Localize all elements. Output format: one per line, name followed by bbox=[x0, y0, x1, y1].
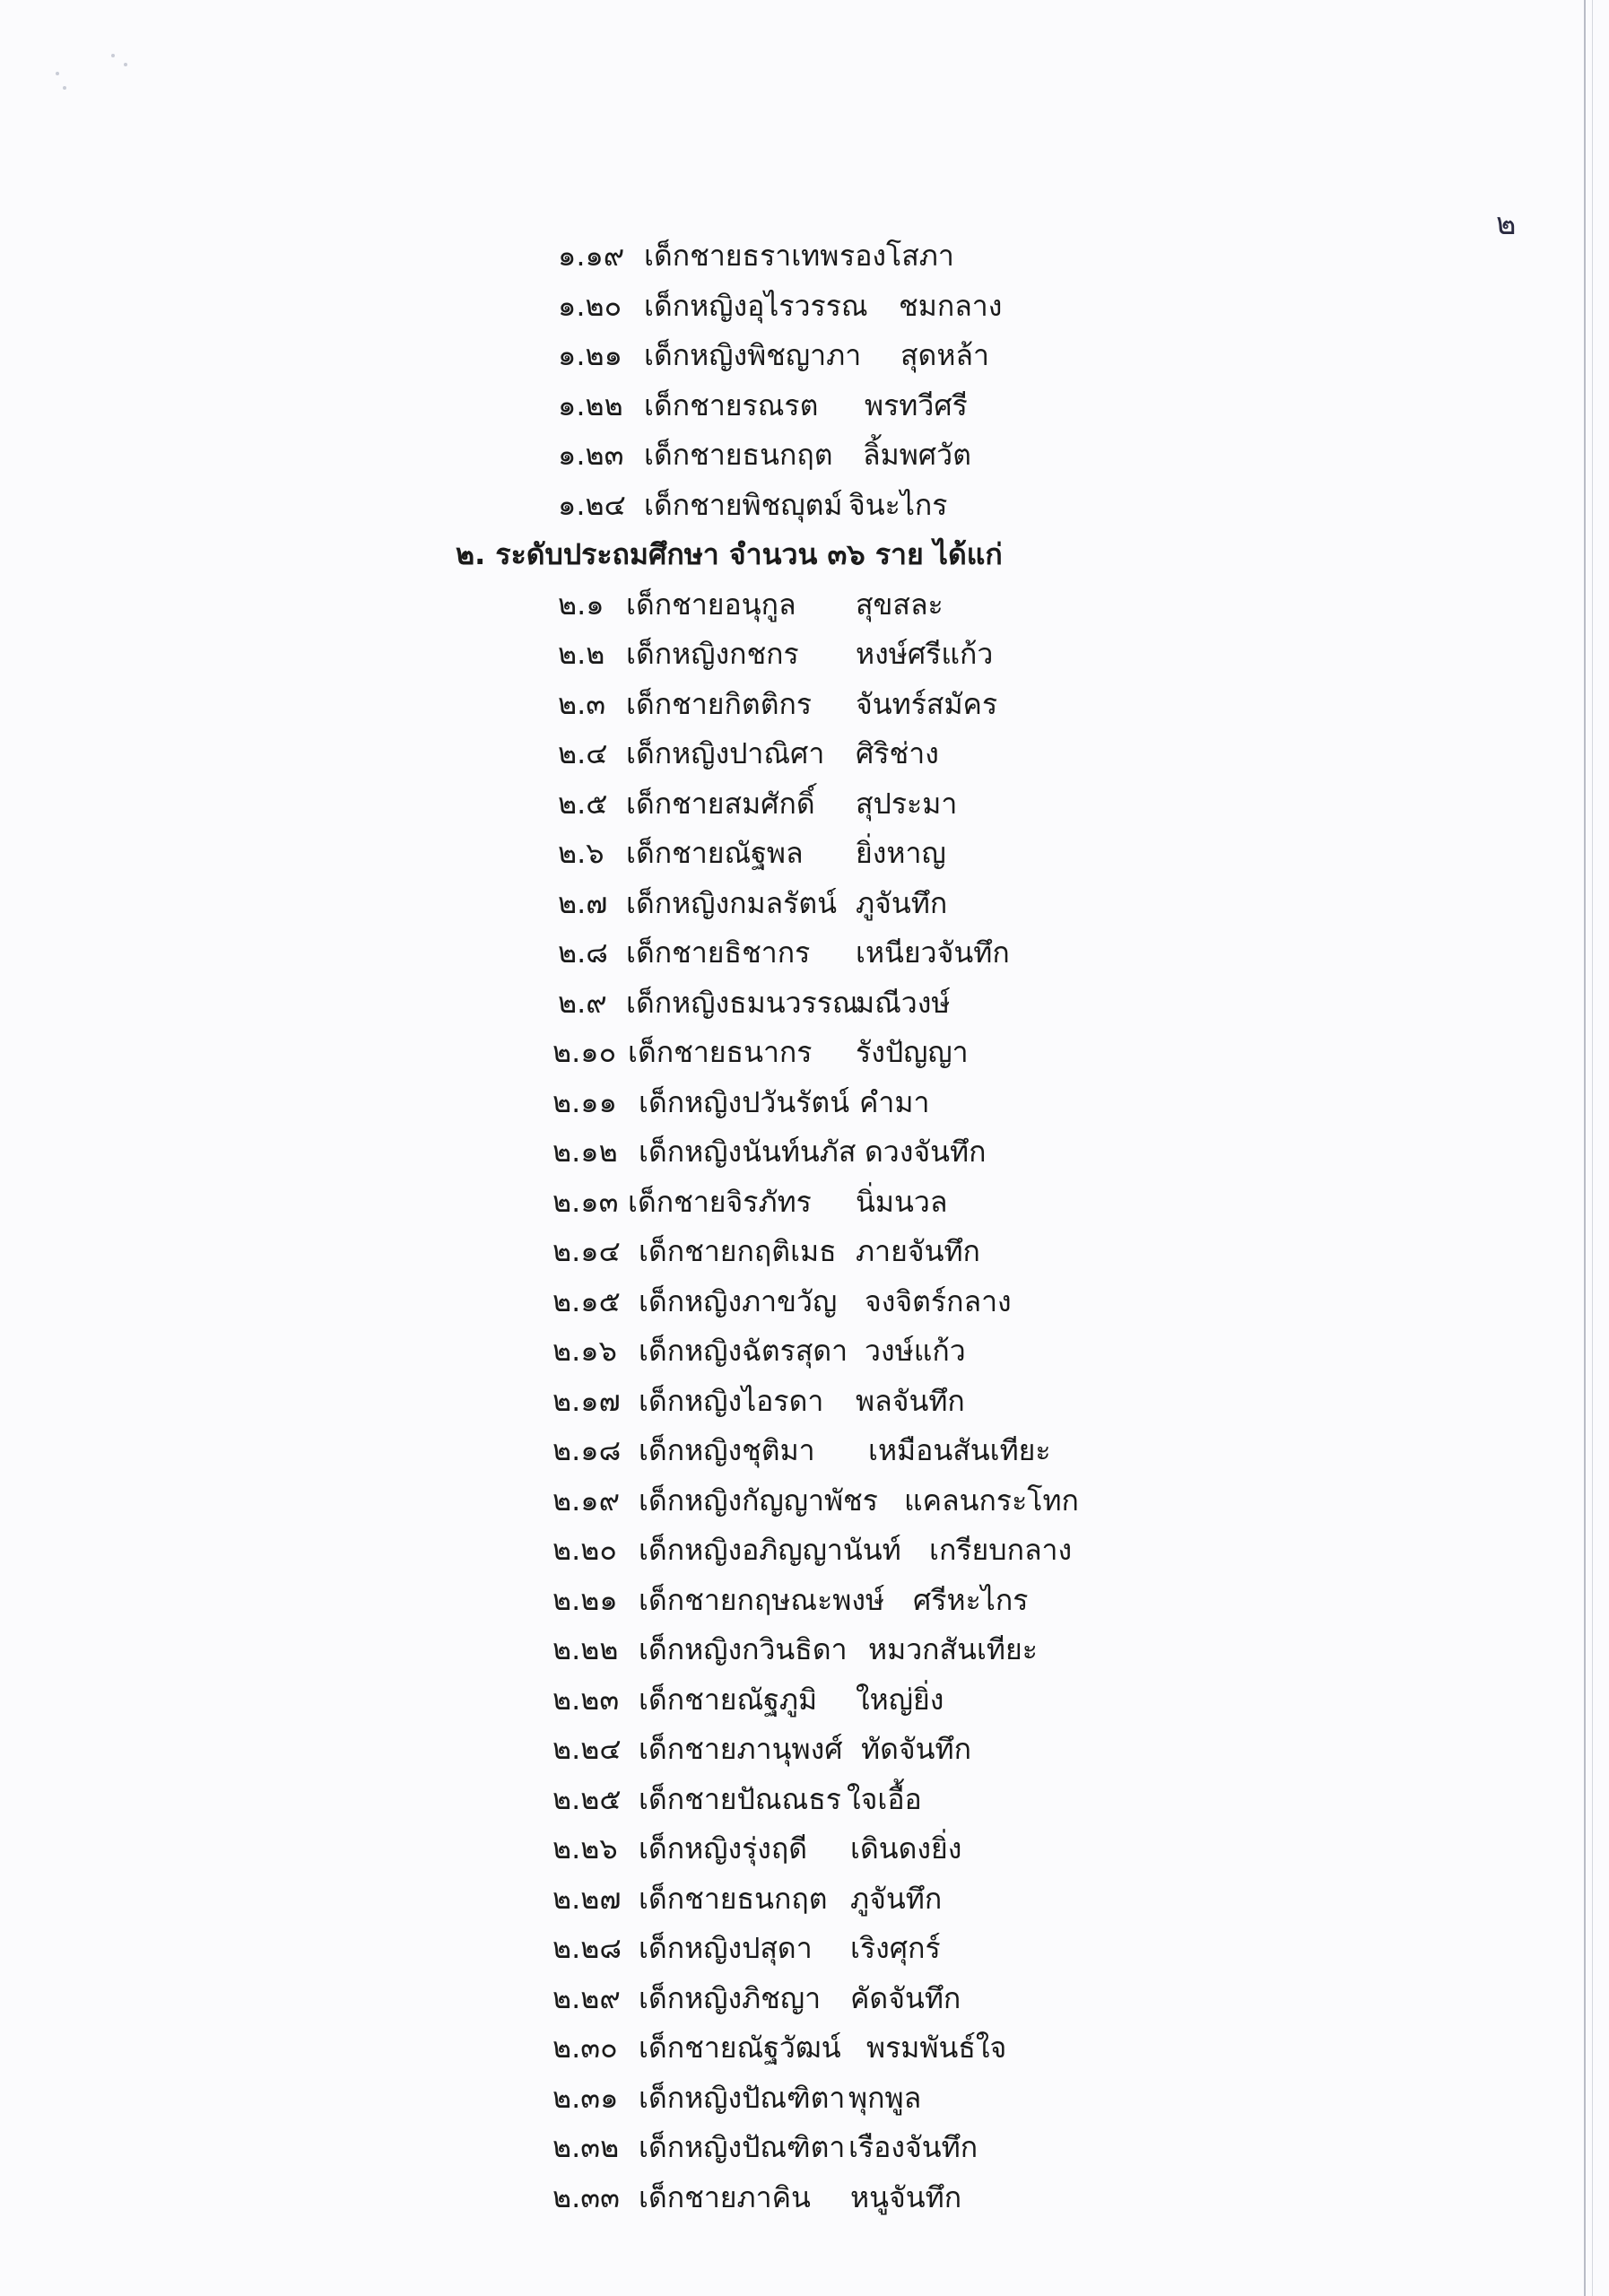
item-last-name: สุประมา bbox=[856, 786, 958, 821]
item-first-name: เด็กหญิงไอรดา bbox=[639, 1383, 824, 1418]
item-last-name: ทัดจันทึก bbox=[861, 1732, 971, 1766]
list-item bbox=[0, 1078, 1609, 1128]
item-last-name: ใจเอื้อ bbox=[847, 1781, 922, 1816]
list-item bbox=[0, 1824, 1609, 1874]
item-first-name: เด็กหญิงกวินธิดา bbox=[639, 1632, 848, 1666]
item-last-name: หนูจันทึก bbox=[850, 2179, 962, 2214]
list-item bbox=[0, 1476, 1609, 1526]
item-first-name: เด็กชายกิตติกร bbox=[626, 686, 813, 721]
item-first-name: เด็กหญิงกัญญาพัชร bbox=[639, 1483, 878, 1518]
item-first-name: เด็กหญิงปสุดา bbox=[639, 1931, 813, 1965]
item-last-name: เริงศุกร์ bbox=[850, 1931, 941, 1965]
item-number: ๒.๑๙ bbox=[552, 1483, 621, 1518]
item-number: ๒.๒๔ bbox=[552, 1732, 622, 1766]
item-first-name: เด็กหญิงธมนวรรณ bbox=[626, 985, 859, 1020]
item-number: ๒.๓๓ bbox=[552, 2179, 621, 2214]
list-item bbox=[0, 1675, 1609, 1726]
scan-speckle bbox=[56, 72, 59, 75]
item-number: ๒.๑๔ bbox=[552, 1234, 621, 1268]
list-item bbox=[0, 779, 1609, 830]
item-last-name: ดวงจันทึก bbox=[865, 1135, 987, 1169]
item-number: ๒.๒๒ bbox=[552, 1632, 619, 1666]
item-last-name: ภูจันทึก bbox=[856, 885, 948, 920]
item-first-name: เด็กชายณัฐวัฒน์ bbox=[639, 2031, 841, 2065]
item-number: ๒.๓๐ bbox=[552, 2031, 618, 2065]
item-first-name: เด็กหญิงภิชญา bbox=[639, 1980, 822, 2015]
item-number: ๒.๑๘ bbox=[552, 1433, 622, 1467]
item-number: ๒.๙ bbox=[558, 985, 607, 1020]
section-heading-text: ๒. ระดับประถมศึกษา จำนวน ๓๖ ราย ได้แก่ bbox=[456, 537, 1003, 571]
section-heading bbox=[0, 530, 1609, 580]
list-item bbox=[0, 928, 1609, 978]
list-item bbox=[0, 331, 1609, 381]
item-last-name: วงษ์แก้ว bbox=[865, 1334, 966, 1368]
item-last-name: ใหญ่ยิ่ง bbox=[856, 1682, 944, 1717]
list-item bbox=[0, 630, 1609, 680]
item-number: ๒.๑๕ bbox=[552, 1283, 621, 1318]
list-item bbox=[0, 1775, 1609, 1825]
item-number: ๒.๑๐ bbox=[552, 1035, 617, 1069]
item-last-name: ศิริช่าง bbox=[856, 736, 939, 770]
item-number: ๒.๒๕ bbox=[552, 1781, 622, 1816]
item-first-name: เด็กชายอนุกูล bbox=[626, 587, 796, 622]
list-item bbox=[0, 1227, 1609, 1277]
item-last-name: รังปัญญา bbox=[856, 1035, 969, 1069]
item-last-name: พรมพันธ์ใจ bbox=[866, 2031, 1007, 2065]
item-first-name: เด็กหญิงกมลรัตน์ bbox=[626, 885, 837, 920]
item-first-name: เด็กชายธิชากร bbox=[626, 935, 811, 970]
list-item bbox=[0, 2173, 1609, 2223]
item-first-name: เด็กชายภานุพงศ์ bbox=[639, 1732, 843, 1766]
item-first-name: เด็กชายพิชญุตม์ bbox=[644, 487, 843, 522]
item-last-name: ยิ่งหาญ bbox=[856, 836, 946, 870]
item-number: ๒.๘ bbox=[558, 935, 608, 970]
name-list bbox=[0, 231, 1609, 2222]
item-number: ๒.๔ bbox=[558, 736, 608, 770]
list-item bbox=[0, 680, 1609, 730]
item-last-name: หงษ์ศรีแก้ว bbox=[856, 637, 994, 671]
item-first-name: เด็กหญิงพิชญาภา bbox=[644, 338, 862, 372]
page-number: ๒ bbox=[1496, 206, 1517, 242]
item-number: ๒.๑๑ bbox=[552, 1084, 617, 1119]
item-number: ๒.๒๖ bbox=[552, 1831, 618, 1866]
item-last-name: จงจิตร์กลาง bbox=[865, 1283, 1012, 1318]
list-item bbox=[0, 1526, 1609, 1576]
item-number: ๑.๑๙ bbox=[558, 239, 625, 273]
list-item bbox=[0, 231, 1609, 282]
item-last-name: แคลนกระโทก bbox=[904, 1483, 1079, 1518]
item-number: ๒.๓๑ bbox=[552, 2080, 619, 2115]
item-last-name: เหมือนสันเทียะ bbox=[868, 1433, 1051, 1467]
list-item bbox=[0, 1028, 1609, 1078]
item-first-name: เด็กหญิงฉัตรสุดา bbox=[639, 1334, 848, 1368]
list-item bbox=[0, 1178, 1609, 1228]
list-item bbox=[0, 1277, 1609, 1327]
item-first-name: เด็กหญิงกชกร bbox=[626, 637, 799, 671]
item-last-name: เรืองจันทึก bbox=[848, 2130, 978, 2164]
list-item bbox=[0, 1326, 1609, 1377]
item-number: ๒.๒๙ bbox=[552, 1980, 621, 2015]
item-first-name: เด็กชายธนากร bbox=[628, 1035, 813, 1069]
item-number: ๒.๑๗ bbox=[552, 1383, 621, 1418]
list-item bbox=[0, 2123, 1609, 2173]
list-item bbox=[0, 1576, 1609, 1626]
item-number: ๒.๒๗ bbox=[552, 1881, 622, 1916]
item-last-name: ภูจันทึก bbox=[850, 1881, 943, 1916]
item-number: ๒.๒๐ bbox=[552, 1533, 617, 1567]
item-first-name: เด็กชายปัณณธร bbox=[639, 1781, 841, 1816]
item-number: ๑.๒๔ bbox=[558, 487, 626, 522]
item-first-name: เด็กหญิงนันท์นภัส bbox=[639, 1135, 857, 1169]
list-item bbox=[0, 580, 1609, 631]
item-last-name: มณีวงษ์ bbox=[856, 985, 951, 1020]
item-last-name: เดินดงยิ่ง bbox=[850, 1831, 962, 1866]
item-first-name: เด็กชายณัฐภูมิ bbox=[639, 1682, 818, 1717]
list-item bbox=[0, 1625, 1609, 1675]
list-item bbox=[0, 1924, 1609, 1974]
item-number: ๒.๑๒ bbox=[552, 1135, 618, 1169]
item-last-name: พลจันทึก bbox=[856, 1383, 965, 1418]
list-item bbox=[0, 879, 1609, 929]
list-item bbox=[0, 1426, 1609, 1476]
list-item bbox=[0, 978, 1609, 1029]
item-number: ๒.๓ bbox=[558, 686, 606, 721]
list-item bbox=[0, 1377, 1609, 1427]
item-last-name: นิ่มนวล bbox=[856, 1184, 948, 1219]
item-last-name: คัดจันทึก bbox=[850, 1980, 961, 2015]
item-last-name: สุดหล้า bbox=[900, 338, 989, 372]
list-item bbox=[0, 829, 1609, 879]
item-number: ๑.๒๑ bbox=[558, 338, 622, 372]
item-last-name: หมวกสันเทียะ bbox=[868, 1632, 1038, 1666]
item-number: ๒.๑๓ bbox=[552, 1184, 619, 1219]
item-number: ๒.๒ bbox=[558, 637, 605, 671]
item-last-name: รองโสภา bbox=[839, 239, 954, 273]
item-first-name: เด็กชายธนกฤต bbox=[644, 438, 833, 472]
item-first-name: เด็กหญิงอภิญญานันท์ bbox=[639, 1533, 901, 1567]
list-item bbox=[0, 1874, 1609, 1925]
item-number: ๑.๒๐ bbox=[558, 288, 622, 323]
item-number: ๒.๓๒ bbox=[552, 2130, 620, 2164]
item-first-name: เด็กหญิงชุติมา bbox=[639, 1433, 815, 1467]
item-last-name: พรทวีศรี bbox=[865, 387, 968, 422]
item-first-name: เด็กหญิงรุ่งฤดี bbox=[639, 1831, 808, 1866]
item-last-name: สุขสละ bbox=[856, 587, 944, 622]
item-first-name: เด็กชายกฤติเมธ bbox=[639, 1234, 837, 1268]
item-last-name: จินะไกร bbox=[848, 487, 948, 522]
list-item bbox=[0, 2023, 1609, 2074]
item-number: ๒.๒๓ bbox=[552, 1682, 620, 1717]
item-last-name: พุกพูล bbox=[848, 2080, 922, 2115]
item-first-name: เด็กหญิงภาขวัญ bbox=[639, 1283, 838, 1318]
item-number: ๒.๕ bbox=[558, 786, 608, 821]
list-item bbox=[0, 729, 1609, 779]
item-number: ๒.๖ bbox=[558, 836, 604, 870]
list-item bbox=[0, 1974, 1609, 2024]
list-item bbox=[0, 430, 1609, 481]
list-item bbox=[0, 2074, 1609, 2124]
item-first-name: เด็กชายกฤษณะพงษ์ bbox=[639, 1582, 885, 1617]
item-last-name: ชมกลาง bbox=[899, 288, 1003, 323]
item-number: ๒.๑๖ bbox=[552, 1334, 617, 1368]
item-last-name: ลิ้มพศวัต bbox=[863, 438, 971, 472]
item-first-name: เด็กชายสมศักดิ์ bbox=[626, 786, 815, 821]
item-last-name: จันทร์สมัคร bbox=[856, 686, 998, 721]
scan-speckle bbox=[124, 63, 127, 66]
item-first-name: เด็กชายณัฐพล bbox=[626, 836, 804, 870]
item-last-name: เหนียวจันทึก bbox=[856, 935, 1010, 970]
item-number: ๒.๗ bbox=[558, 885, 608, 920]
list-item bbox=[0, 282, 1609, 332]
item-first-name: เด็กชายรณรต bbox=[644, 387, 819, 422]
item-first-name: เด็กชายจิรภัทร bbox=[628, 1184, 812, 1219]
item-last-name: ศรีหะไกร bbox=[913, 1582, 1029, 1617]
item-first-name: เด็กหญิงปัณฑิตา bbox=[639, 2130, 846, 2164]
item-last-name: คำมา bbox=[859, 1084, 930, 1119]
item-first-name: เด็กหญิงปาณิศา bbox=[626, 736, 825, 770]
item-first-name: เด็กหญิงปวันรัตน์ bbox=[639, 1084, 850, 1119]
list-item bbox=[0, 1725, 1609, 1775]
item-last-name: ภายจันทึก bbox=[856, 1234, 980, 1268]
list-item bbox=[0, 481, 1609, 531]
item-first-name: เด็กชายภาคิน bbox=[639, 2179, 811, 2214]
item-number: ๒.๒๘ bbox=[552, 1931, 622, 1965]
scan-speckle bbox=[111, 54, 115, 57]
item-number: ๑.๒๓ bbox=[558, 438, 624, 472]
item-number: ๒.๒๑ bbox=[552, 1582, 618, 1617]
item-first-name: เด็กชายธนกฤต bbox=[639, 1881, 828, 1916]
scan-speckle bbox=[63, 86, 66, 90]
item-first-name: เด็กชายธราเทพ bbox=[644, 239, 839, 273]
list-item bbox=[0, 1127, 1609, 1178]
item-number: ๒.๑ bbox=[558, 587, 604, 622]
item-first-name: เด็กหญิงอุไรวรรณ bbox=[644, 288, 868, 323]
item-first-name: เด็กหญิงปัณฑิตา bbox=[639, 2080, 846, 2115]
item-last-name: เกรียบกลาง bbox=[929, 1533, 1073, 1567]
list-item bbox=[0, 381, 1609, 431]
item-number: ๑.๒๒ bbox=[558, 387, 623, 422]
